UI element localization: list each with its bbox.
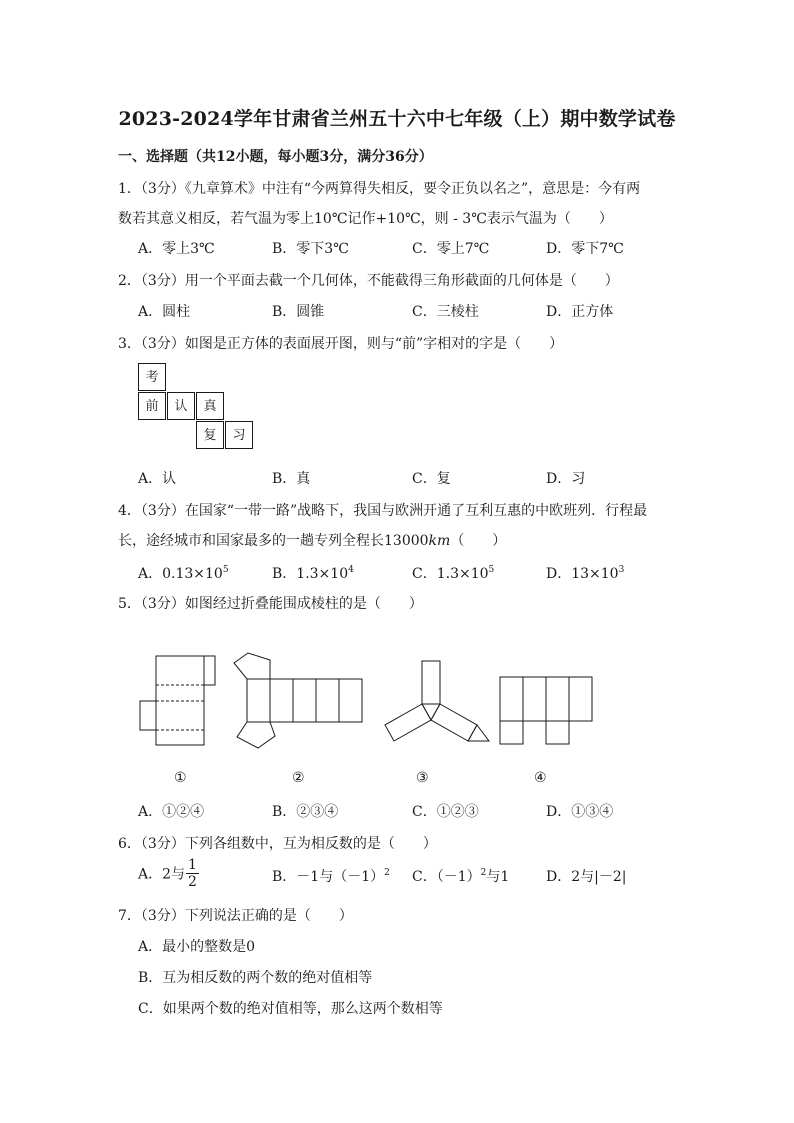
figure-label-1: ① — [174, 770, 187, 786]
net-cell-xi: 习 — [225, 421, 253, 449]
q4-stem-text: 长，途经城市和国家最多的一趟专列全程长13000 — [118, 533, 429, 549]
q2-option-a: A．圆柱 — [138, 304, 191, 320]
q7-stem: 7．（3分）下列说法正确的是（ ） — [118, 908, 353, 924]
net-cell-ren: 认 — [167, 392, 195, 420]
figure-label-4: ④ — [534, 770, 547, 786]
cube-net-figure — [138, 363, 258, 453]
fraction-denominator: 2 — [188, 874, 197, 890]
q4-option-d-base: D．13×10 — [546, 566, 619, 582]
q4-option-d-exp: 3 — [618, 565, 625, 575]
q5-option-b: B．②③④ — [272, 804, 339, 820]
net-figure-4 — [500, 677, 592, 744]
net-cell-fu: 复 — [196, 421, 224, 449]
q6-option-d: D．2与|－2| — [546, 869, 627, 885]
q3-option-b: B．真 — [272, 471, 311, 487]
q4-option-b-base: B．1.3×10 — [272, 566, 349, 582]
q3-option-c: C．复 — [412, 471, 451, 487]
q1-stem-line2: 数若其意义相反，若气温为零上10℃记作+10℃，则 - 3℃表示气温为（ ） — [118, 211, 613, 227]
q4-stem-line2 — [118, 530, 506, 550]
q4-option-b-exp: 4 — [348, 565, 354, 575]
q1-option-d: D．零下7℃ — [546, 241, 624, 257]
q4-option-b — [272, 563, 354, 583]
q6-option-b-exp: 2 — [384, 868, 390, 878]
q5-option-d: D．①③④ — [546, 804, 614, 820]
net-figure-1 — [140, 656, 215, 745]
q2-option-d: D．正方体 — [546, 304, 614, 320]
q2-stem: 2．（3分）用一个平面去截一个几何体，不能截得三角形截面的几何体是（ ） — [118, 273, 619, 289]
fraction-numerator: 1 — [188, 857, 197, 873]
fraction-one-half — [186, 858, 199, 889]
q4-option-a — [138, 563, 229, 583]
q1-stem-line1: 1．（3分）《九章算术》中注有“今两算得失相反，要令正负以名之”，意思是：今有两 — [118, 181, 641, 197]
q3-option-d: D．习 — [546, 471, 586, 487]
q6-option-c-tail: 与1 — [486, 869, 510, 885]
q2-option-c: C．三棱柱 — [412, 304, 479, 320]
net-cell-qian: 前 — [138, 392, 166, 420]
q6-option-a-text: A．2与 — [138, 866, 186, 883]
q7-option-b: B．互为相反数的两个数的绝对值相等 — [138, 970, 373, 986]
net-figure-3 — [385, 661, 489, 741]
q4-option-a-exp: 5 — [222, 565, 229, 575]
q4-option-c — [412, 563, 494, 583]
section-heading: 一、选择题（共12小题，每小题3分，满分36分） — [118, 149, 433, 165]
q6-stem: 6．（3分）下列各组数中，互为相反数的是（ ） — [118, 836, 437, 852]
q4-unit: km — [428, 533, 451, 549]
figure-label-2: ② — [292, 770, 305, 786]
q6-option-c-text: C．（－1） — [412, 869, 481, 885]
q6-option-b — [272, 866, 390, 886]
q5-option-c: C．①②③ — [412, 804, 479, 820]
q3-option-a: A．认 — [138, 471, 177, 487]
q4-option-c-exp: 5 — [488, 565, 495, 575]
q4-option-a-base: A．0.13×10 — [138, 566, 223, 582]
q1-option-a: A．零上3℃ — [138, 241, 215, 257]
q3-stem: 3．（3分）如图是正方体的表面展开图，则与“前”字相对的字是（ ） — [118, 336, 564, 352]
prism-nets-figure — [130, 640, 610, 760]
q5-stem: 5．（3分）如图经过折叠能围成棱柱的是（ ） — [118, 596, 423, 612]
q4-option-d — [546, 563, 624, 583]
q6-option-c — [412, 866, 509, 886]
net-cell-kao: 考 — [138, 363, 166, 391]
q2-option-b: B．圆锥 — [272, 304, 325, 320]
q4-stem-paren: （ ） — [450, 533, 507, 549]
q5-option-a: A．①②④ — [138, 804, 205, 820]
q4-option-c-base: C．1.3×10 — [412, 566, 489, 582]
q4-stem-line1: 4．（3分）在国家“一带一路”战略下，我国与欧洲开通了互利互惠的中欧班列．行程最 — [118, 503, 648, 519]
exam-title: 2023-2024学年甘肃省兰州五十六中七年级（上）期中数学试卷 — [118, 108, 676, 130]
net-cell-zhen: 真 — [196, 392, 224, 420]
q6-option-a — [138, 858, 199, 889]
q1-option-c: C．零上7℃ — [412, 241, 490, 257]
q6-option-c-exp: 2 — [480, 868, 487, 878]
q1-option-b: B．零下3℃ — [272, 241, 349, 257]
net-figure-2 — [234, 653, 362, 748]
q7-option-c: C．如果两个数的绝对值相等，那么这两个数相等 — [138, 1001, 443, 1017]
q6-option-b-text: B．－1与（－1） — [272, 869, 385, 885]
q7-option-a: A．最小的整数是0 — [138, 939, 256, 955]
figure-label-3: ③ — [416, 770, 429, 786]
